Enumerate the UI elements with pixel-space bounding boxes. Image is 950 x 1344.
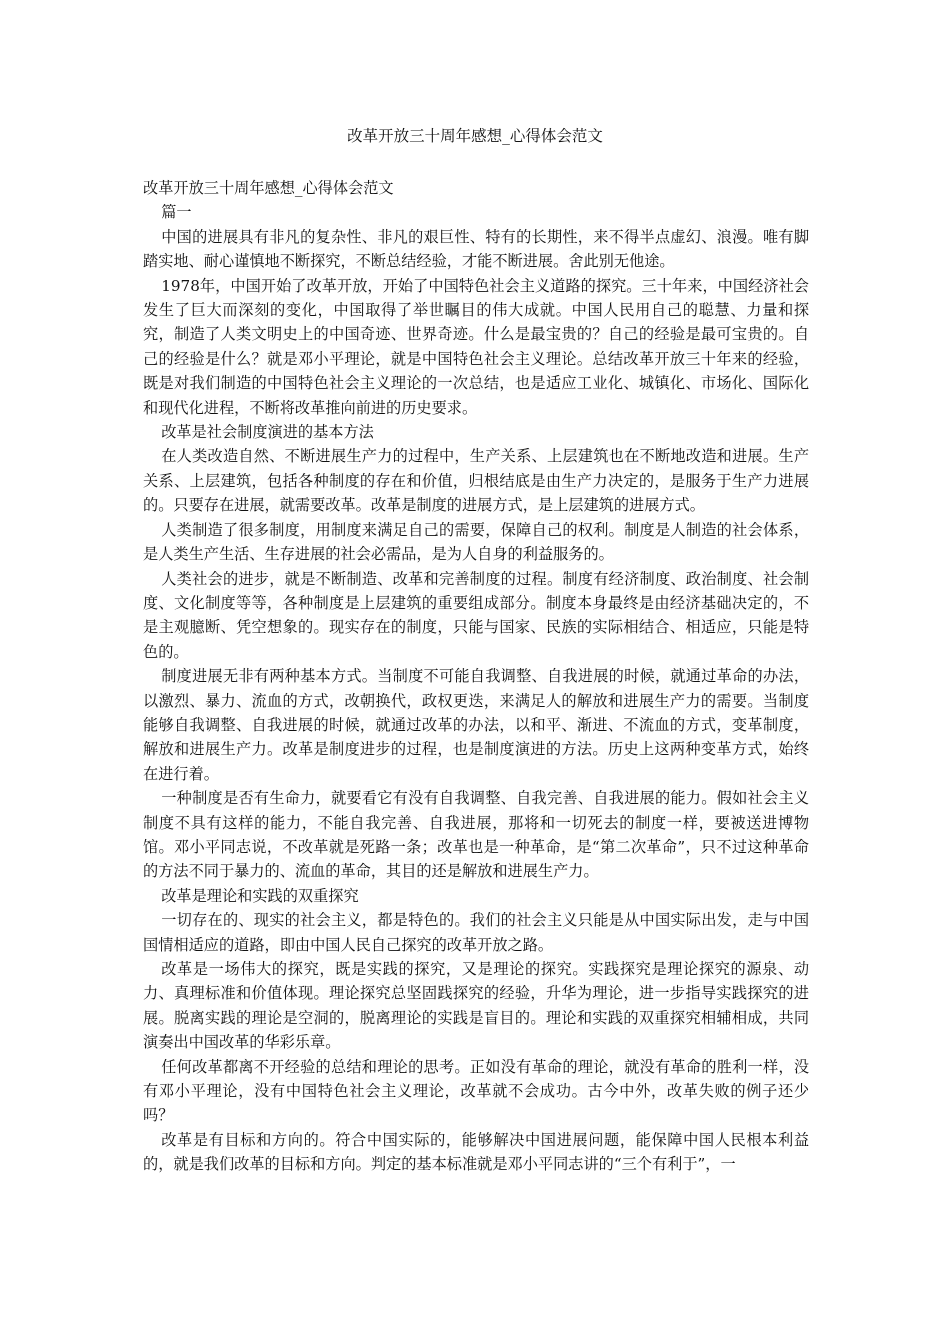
section-heading: 改革是社会制度演进的基本方法 xyxy=(161,423,374,442)
paragraph: 任何改革都离不开经验的总结和理论的思考。正如没有革命的理论，就没有革命的胜利一样，没有邓小平理论，没有中国特色社会主义理论，改革就不会成功。古今中外，改革失败的例子还少吗？ xyxy=(143,1057,809,1125)
paragraph: 制度进展无非有两种基本方式。当制度不可能自我调整、自我进展的时候，就通过革命的办法，以激烈、暴力、流血的方式，改朝换代，政权更迭，来满足人的解放和进展生产力的需要。当制度能够自我调整、自我进展的时候，就通过改革的办法，以和平、渐进、不流血的方式，变革制度，解放和进展生产力。改革是制度进步的过程，也是制度演进的方法。历史上这两种变革方式，始终在进行着。 xyxy=(143,667,809,783)
paragraph: 改革是一场伟大的探究，既是实践的探究，又是理论的探究。实践探究是理论探究的源泉、动力、真理标准和价值体现。理论探究总坚固践探究的经验，升华为理论，进一步指导实践探究的进展。脱离实践的理论是空洞的，脱离理论的实践是盲目的。理论和实践的双重探究相辅相成，共同演奏出中国改革的华彩乐章。 xyxy=(143,960,809,1052)
paragraph: 1978年，中国开始了改革开放，开始了中国特色社会主义道路的探究。三十年来，中国经济社会发生了巨大而深刻的变化，中国取得了举世瞩目的伟大成就。中国人民用自己的聪慧、力量和探究，制造了人类文明史上的中国奇迹、世界奇迹。什么是最宝贵的？自己的经验是最可宝贵的。自己的经验是什么？就是邓小平理论，就是中国特色社会主义理论。总结改革开放三十年来的经验，既是对我们制造的中国特色社会主义理论的一次总结，也是适应工业化、城镇化、市场化、国际化和现代化进程，不断将改革推向前进的历史要求。 xyxy=(143,276,809,417)
page-title: 改革开放三十周年感想_心得体会范文 xyxy=(347,127,603,145)
paragraph: 人类社会的进步，就是不断制造、改革和完善制度的过程。制度有经济制度、政治制度、社会制度、文化制度等等，各种制度是上层建筑的重要组成部分。制度本身最终是由经济基础决定的，不是主观臆断、凭空想象的。现实存在的制度，只能与国家、民族的实际相结合、相适应，只能是特色的。 xyxy=(143,569,809,661)
paragraph: 改革是有目标和方向的。符合中国实际的，能够解决中国进展问题，能保障中国人民根本利益的，就是我们改革的目标和方向。判定的基本标准就是邓小平同志讲的“三个有利于”，一 xyxy=(143,1130,809,1174)
paragraph: 人类制造了很多制度，用制度来满足自己的需要，保障自己的权利。制度是人制造的社会体系，是人类生产生活、生存进展的社会必需品，是为人自身的利益服务的。 xyxy=(143,520,809,564)
paragraph: 一种制度是否有生命力，就要看它有没有自我调整、自我完善、自我进展的能力。假如社会主义制度不具有这样的能力，不能自我完善、自我进展，那将和一切死去的制度一样，要被送进博物馆。邓小平同志说，不改革就是死路一条；改革也是一种革命，是“第二次革命”，只不过这种革命的方法不同于暴力的、流血的革命，其目的还是解放和进展生产力。 xyxy=(143,789,809,881)
paragraph: 在人类改造自然、不断进展生产力的过程中，生产关系、上层建筑也在不断地改造和进展。生产关系、上层建筑，包括各种制度的存在和价值，归根结底是由生产力决定的，是服务于生产力进展的。只要存在进展，就需要改革。改革是制度的进展方式，是上层建筑的进展方式。 xyxy=(143,447,809,515)
section-heading: 改革是理论和实践的双重探究 xyxy=(161,886,359,905)
document-heading: 改革开放三十周年感想_心得体会范文 xyxy=(143,179,394,197)
document-body xyxy=(143,176,809,1177)
paragraph: 中国的进展具有非凡的复杂性、非凡的艰巨性、特有的长期性，来不得半点虚幻、浪漫。唯有脚踏实地、耐心谨慎地不断探究，不断总结经验，才能不断进展。舍此别无他途。 xyxy=(143,227,809,271)
paragraph: 一切存在的、现实的社会主义，都是特色的。我们的社会主义只能是从中国实际出发，走与中国国情相适应的道路，即由中国人民自己探究的改革开放之路。 xyxy=(143,911,809,954)
part-label: 篇一 xyxy=(161,203,192,222)
